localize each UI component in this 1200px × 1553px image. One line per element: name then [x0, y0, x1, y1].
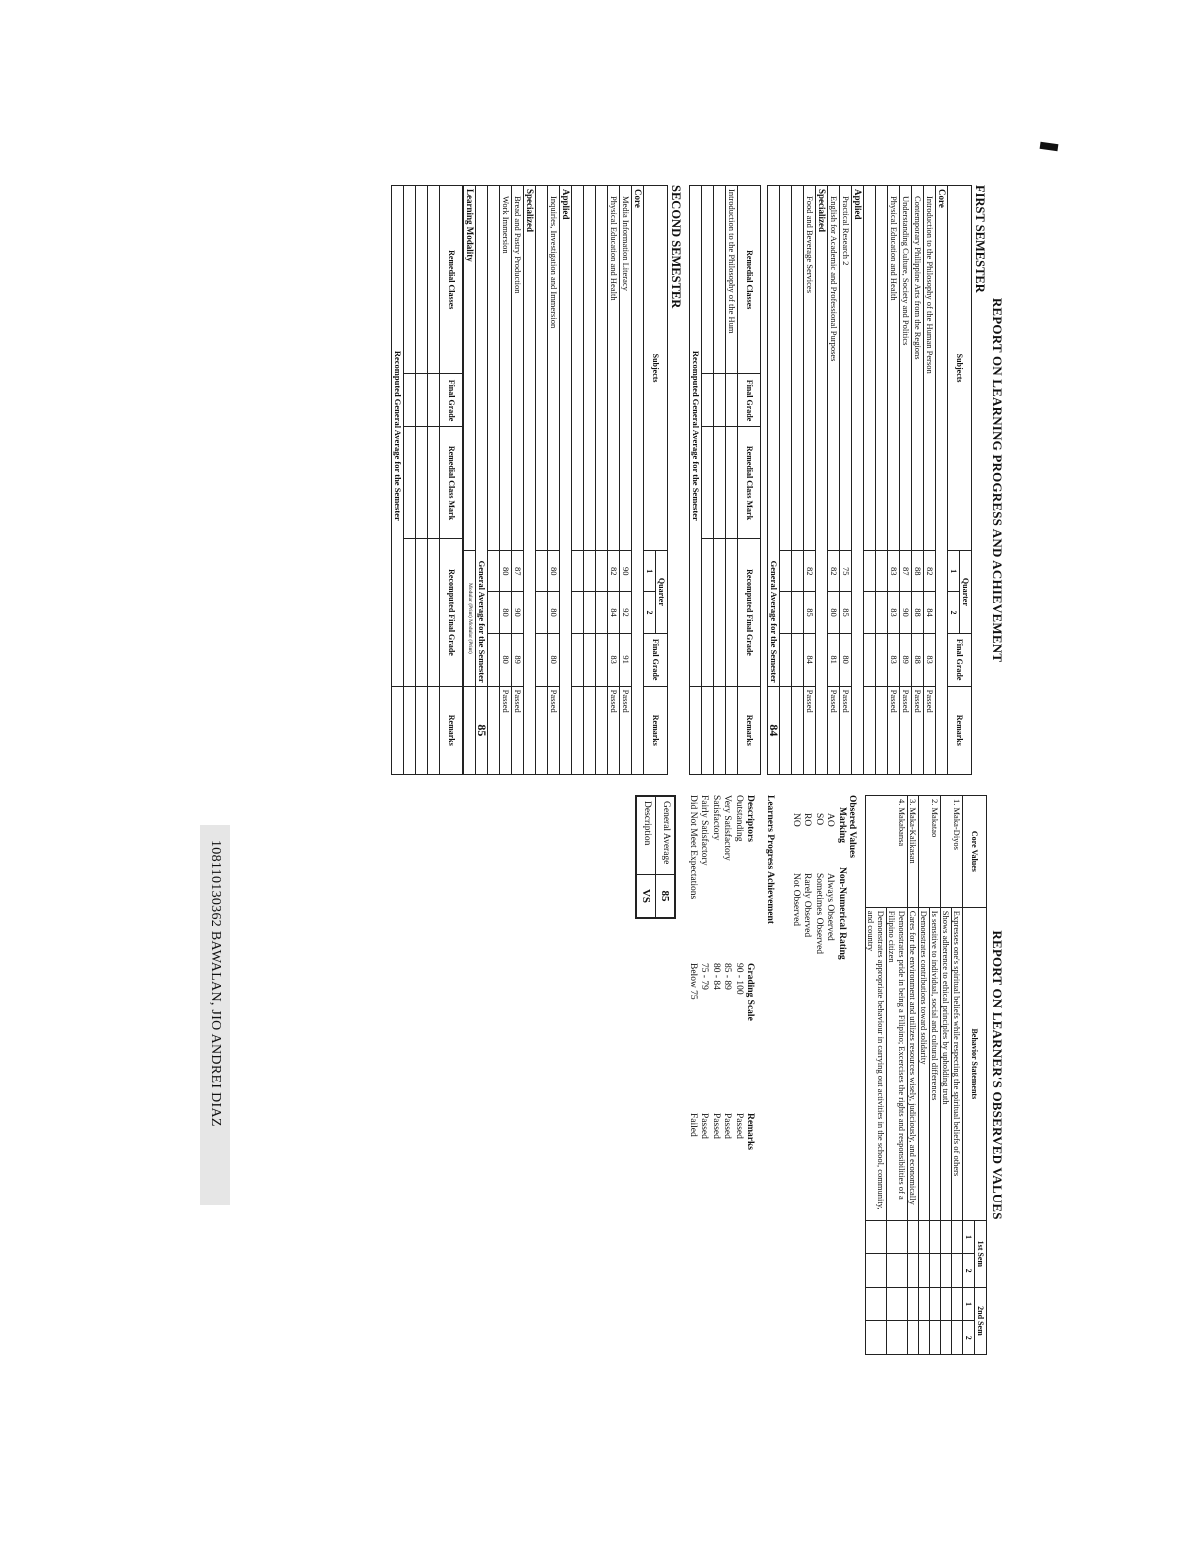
empty-row	[876, 186, 888, 775]
q2-header: 2	[948, 592, 960, 633]
empty-row	[488, 186, 500, 775]
observed-values-title: REPORT ON LEARNER'S OBSERVED VALUES	[990, 930, 1005, 1220]
learning-modality-value: Modular (Print) Modular (Print)	[464, 551, 476, 686]
second-semester-remedial-table	[391, 185, 463, 775]
core-label: Core	[632, 186, 644, 775]
grade-cell: 87	[900, 551, 912, 592]
remarks-cell: Passed	[512, 686, 524, 774]
remark: Passed	[711, 1113, 721, 1139]
final-grade-header: Final Grade	[644, 633, 668, 686]
remedial-final-header: Final Grade	[440, 374, 463, 427]
scale: Below 75	[688, 963, 698, 1000]
table-row	[500, 186, 512, 775]
remark: Passed	[699, 1113, 710, 1139]
marking-code: NO	[791, 813, 801, 827]
remarks-cell: Passed	[888, 686, 900, 774]
final-grade-cell: 89	[900, 633, 912, 686]
subject-cell: Physical Education and Health	[888, 186, 900, 551]
empty-row	[596, 186, 608, 775]
q2-header: 2	[644, 592, 656, 633]
descriptor: Outstanding	[734, 795, 744, 842]
remarks-cell: Passed	[804, 686, 816, 774]
core-label: Core	[936, 186, 948, 775]
grading-scale-label: Grading Scale	[745, 963, 756, 1021]
second-semester-grades-table	[463, 185, 668, 775]
empty-row	[572, 186, 584, 775]
remarks-cell: Passed	[608, 686, 620, 774]
grade-cell: 80	[828, 592, 840, 633]
final-grade-cell: 80	[840, 633, 852, 686]
grade-cell: 85	[804, 592, 816, 633]
grade-cell: 82	[924, 551, 936, 592]
empty-row	[792, 186, 804, 775]
general-average-value: 85	[476, 686, 488, 774]
observed-values-legend	[636, 795, 858, 1355]
table-row	[912, 186, 924, 775]
grade-cell: 82	[608, 551, 620, 592]
table-row	[840, 186, 852, 775]
empty-row	[714, 186, 726, 775]
remark: Failed	[688, 1113, 698, 1137]
final-grade-cell: 83	[888, 633, 900, 686]
behavior-statements-header: Behavior Statements	[963, 907, 987, 1220]
table-row	[726, 186, 738, 775]
descriptors-label: Descriptors	[745, 795, 756, 842]
remarks-cell: Passed	[620, 686, 632, 774]
recomputed-average-row	[690, 186, 702, 775]
empty-row	[404, 186, 416, 775]
subjects-header: Subjects	[644, 186, 668, 551]
descriptor: Fairly Satisfactory	[699, 795, 710, 866]
q1-header: 1	[948, 551, 960, 592]
table-row	[924, 186, 936, 775]
grade-cell: 92	[620, 592, 632, 633]
grade-cell: 83	[888, 551, 900, 592]
remarks-cell: Passed	[548, 686, 560, 774]
empty-row	[428, 186, 440, 775]
marking-label: Marking	[837, 807, 847, 843]
summary-box	[636, 795, 677, 919]
subjects-header: Subjects	[948, 186, 972, 551]
table-row	[952, 796, 963, 1355]
grade-cell: 84	[608, 592, 620, 633]
empty-row	[702, 186, 714, 775]
final-grade-header: Final Grade	[948, 633, 972, 686]
final-grade-cell: 83	[608, 633, 620, 686]
specialized-label: Specialized	[524, 186, 536, 775]
remarks-cell: Passed	[828, 686, 840, 774]
final-grade-cell: 88	[912, 633, 924, 686]
second-semester-heading: SECOND SEMESTER	[669, 185, 683, 309]
core-value-cell: 4. Makabansa	[866, 796, 908, 908]
subject-cell: Understanding Culture, Society and Politics	[900, 186, 912, 551]
descriptor: Satisfactory	[711, 795, 721, 841]
general-average-row	[476, 186, 488, 775]
summary-desc-label: Description	[642, 801, 653, 846]
subject-cell: Inquiries, Investigation and Immersion	[548, 186, 560, 551]
empty-row	[536, 186, 548, 775]
final-grade-cell: 83	[924, 633, 936, 686]
report-card-page	[208, 185, 1005, 1355]
subject-cell: Physical Education and Health	[608, 186, 620, 551]
learning-progress-section	[391, 185, 1005, 775]
grade-cell: 84	[924, 592, 936, 633]
remedial-remarks-header: Remarks	[738, 686, 761, 774]
subject-cell: English for Academic and Professional Purposes	[828, 186, 840, 551]
remedial-final-header: Final Grade	[738, 374, 761, 427]
behavior-statement-cell: Is sensitive to individual, social and cultural differences	[930, 907, 941, 1220]
grade-cell: 88	[912, 551, 924, 592]
scale: 75 - 79	[699, 963, 710, 990]
table-row	[804, 186, 816, 775]
subject-cell: Food and Beverage Services	[804, 186, 816, 551]
remedial-mark-header: Remedial Class Mark	[440, 427, 463, 539]
subject-cell: Contemporary Philippine Arts from the Regions	[912, 186, 924, 551]
general-average-row	[768, 186, 780, 775]
summary-desc-value: VS	[638, 874, 656, 917]
summary-ga-label: General Average	[661, 801, 672, 865]
table-row	[930, 796, 941, 1355]
observed-values-table	[865, 795, 987, 1355]
remarks-header: Remarks	[644, 686, 668, 774]
remarks-label: Remarks	[745, 1113, 756, 1150]
subject-cell: Media Information Literacy	[620, 186, 632, 551]
table-row	[548, 186, 560, 775]
final-grade-cell: 84	[804, 633, 816, 686]
general-average-value: 84	[768, 686, 780, 774]
q2-header: 2	[963, 1321, 975, 1355]
behavior-statement-cell: Demonstrates contributions toward solidarity	[919, 907, 930, 1220]
grade-cell: 82	[804, 551, 816, 592]
final-grade-cell: 80	[548, 633, 560, 686]
table-row	[828, 186, 840, 775]
behavior-statement-cell: Demonstrates pride in being a Filipino; Excercises the rights and responsibilities of a Filipino citizen	[887, 907, 908, 1220]
first-semester-grades-table	[767, 185, 972, 775]
subject-cell: Work Immersion	[500, 186, 512, 551]
progress-title: Learners Progress Achievement	[765, 795, 776, 924]
marking-code: SO	[814, 813, 824, 826]
behavior-statement-cell: Shows adherence to ethical principles by upholding truth	[941, 907, 952, 1220]
marking-code: AO	[825, 813, 836, 827]
remarks-cell: Passed	[500, 686, 512, 774]
core-value-cell: 1. Maka-Diyos	[941, 796, 963, 908]
grade-cell: 80	[548, 592, 560, 633]
table-row	[512, 186, 524, 775]
core-value-cell: 2. Makatao	[919, 796, 941, 908]
first-semester-heading: FIRST SEMESTER	[973, 185, 987, 293]
core-value-cell: 3. Maka-Kalikasan	[908, 796, 919, 908]
legend-title: Obsered Values	[847, 795, 857, 858]
applied-label: Applied	[852, 186, 864, 775]
behavior-statement-cell: Expresses one's spiritual beliefs while respecting the spiritual beliefs of others	[952, 907, 963, 1220]
general-average-label: General Average for the Semester	[768, 186, 780, 687]
recomputed-average-label: Recomputed General Average for the Semester	[690, 186, 702, 687]
remarks-cell: Passed	[900, 686, 912, 774]
subject-cell: Introduction to the Philosophy of the Human Person	[924, 186, 936, 551]
grade-cell: 88	[912, 592, 924, 633]
recomputed-final-header: Recomputed Final Grade	[738, 539, 761, 686]
grade-cell: 82	[828, 551, 840, 592]
first-sem-header: 1st Sem	[975, 1220, 987, 1287]
specialized-label: Specialized	[816, 186, 828, 775]
behavior-statement-cell: Cares for the environment and utilizes resources wisely, judiciously, and economically	[908, 907, 919, 1220]
descriptor: Did Not Meet Expectations	[688, 795, 698, 900]
marking-text: Rarely Observed	[802, 873, 813, 938]
grade-cell: 90	[512, 592, 524, 633]
remedial-remarks-header: Remarks	[440, 686, 463, 774]
q1-header: 1	[963, 1287, 975, 1321]
corner-mark	[1040, 142, 1059, 151]
learning-modality-label: Learning Modality	[464, 186, 476, 551]
remedial-classes-header: Remedial Classes	[440, 186, 463, 374]
marking-text: Always Observed	[825, 873, 836, 941]
second-sem-header: 2nd Sem	[975, 1287, 987, 1354]
remarks-cell: Passed	[840, 686, 852, 774]
student-name: 108110130362 BAWALAN, JIO ANDREI DIAZ	[208, 840, 223, 1127]
table-row	[608, 186, 620, 775]
final-grade-cell: 91	[620, 633, 632, 686]
remark: Passed	[722, 1113, 733, 1139]
remedial-classes-header: Remedial Classes	[738, 186, 761, 374]
remarks-header: Remarks	[948, 686, 972, 774]
recomputed-average-row	[392, 186, 404, 775]
report-title: REPORT ON LEARNING PROGRESS AND ACHIEVEMENT	[990, 297, 1005, 663]
subject-cell: Practical Research 2	[840, 186, 852, 551]
grade-cell: 80	[500, 551, 512, 592]
quarter-header: Quarter	[656, 551, 668, 633]
behavior-statement-cell: Demonstrates appropriate behaviour in carrying out activities in the school, community, and country	[866, 907, 887, 1220]
grade-cell: 83	[888, 592, 900, 633]
final-grade-cell: 81	[828, 633, 840, 686]
remarks-cell: Passed	[912, 686, 924, 774]
recomputed-final-header: Recomputed Final Grade	[440, 539, 463, 686]
scale: 85 - 89	[722, 963, 733, 990]
empty-row	[780, 186, 792, 775]
recomputed-average-label: Recomputed General Average for the Semester	[392, 186, 404, 687]
q1-header: 1	[644, 551, 656, 592]
grade-cell: 75	[840, 551, 852, 592]
grade-cell: 80	[548, 551, 560, 592]
scale: 80 - 84	[711, 963, 721, 990]
quarter-header: Quarter	[960, 551, 972, 633]
first-semester-remedial-table	[689, 185, 761, 775]
q1-header: 1	[963, 1220, 975, 1254]
scale: 90 - 100	[734, 963, 744, 995]
grade-cell: 90	[620, 551, 632, 592]
learning-modality-row	[464, 186, 476, 775]
descriptor: Very Satisfactory	[722, 795, 733, 861]
grade-cell: 90	[900, 592, 912, 633]
grade-cell: 80	[500, 592, 512, 633]
summary-ga-value: 85	[657, 874, 675, 917]
observed-values-section	[636, 795, 1006, 1355]
core-values-header: Core Values	[963, 796, 987, 908]
table-row	[887, 796, 908, 1355]
q2-header: 2	[963, 1254, 975, 1288]
remedial-subject-cell: Introduction to the Philosophy of the Hum	[726, 186, 738, 374]
empty-row	[584, 186, 596, 775]
table-row	[908, 796, 919, 1355]
table-row	[620, 186, 632, 775]
table-row	[900, 186, 912, 775]
remarks-cell: Passed	[924, 686, 936, 774]
final-grade-cell: 89	[512, 633, 524, 686]
final-grade-cell: 80	[500, 633, 512, 686]
marking-code: RO	[802, 813, 813, 827]
rating-label: Non-Numerical Rating	[837, 867, 847, 960]
grade-cell: 85	[840, 592, 852, 633]
remark: Passed	[734, 1113, 744, 1139]
grade-cell: 87	[512, 551, 524, 592]
applied-label: Applied	[560, 186, 572, 775]
marking-text: Not Observed	[791, 873, 801, 927]
remedial-mark-header: Remedial Class Mark	[738, 427, 761, 539]
subject-cell: Bread and Pastry Production	[512, 186, 524, 551]
marking-text: Sometimes Observed	[814, 873, 824, 955]
empty-row	[864, 186, 876, 775]
empty-row	[416, 186, 428, 775]
general-average-label: General Average for the Semester	[476, 186, 488, 687]
table-row	[888, 186, 900, 775]
